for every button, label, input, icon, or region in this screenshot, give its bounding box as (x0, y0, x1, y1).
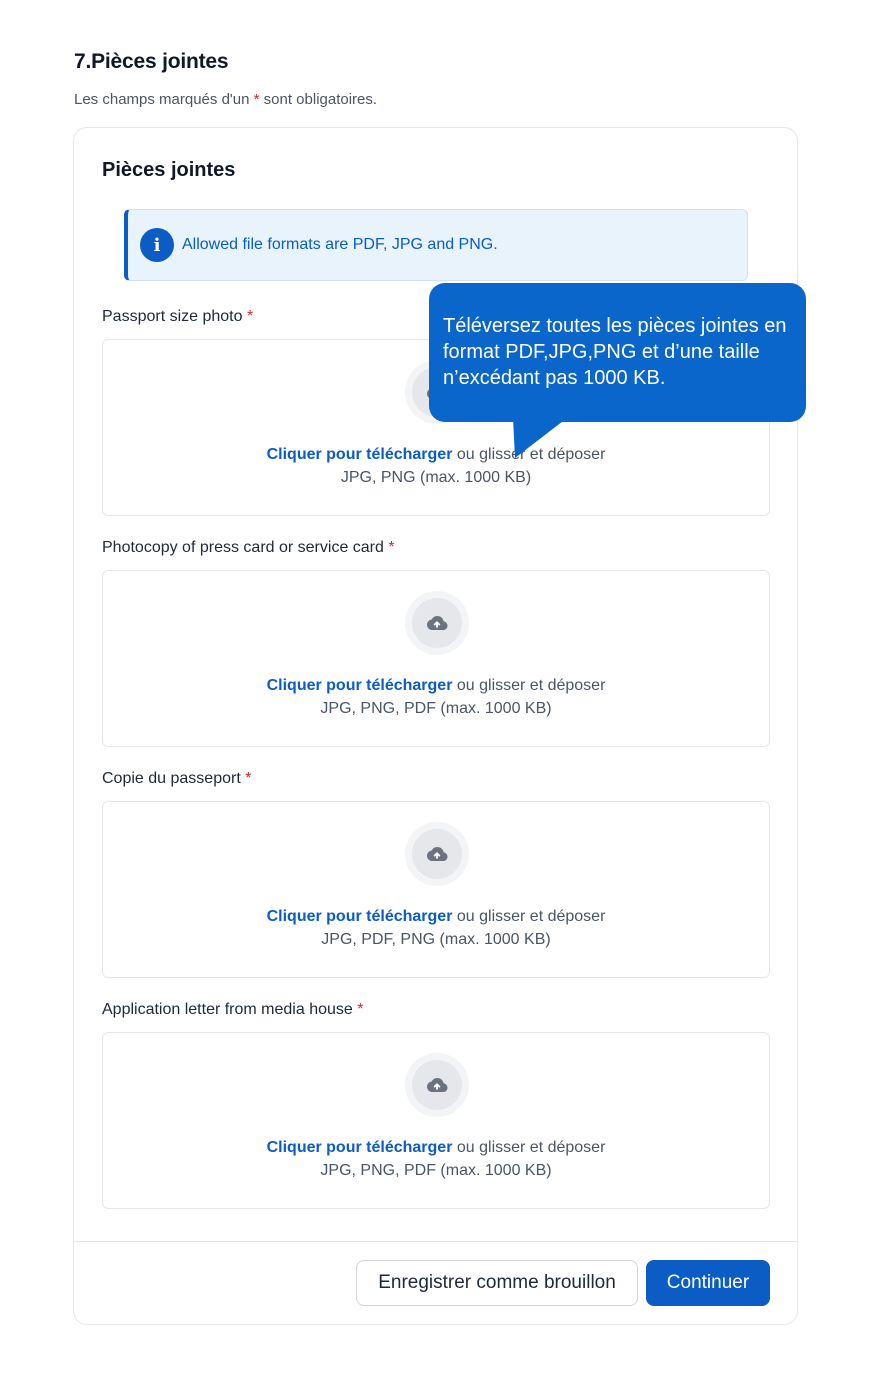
dropzone-instruction (103, 908, 769, 926)
dropzone-passport-copy[interactable] (102, 801, 770, 978)
dropzone-instruction (103, 1139, 769, 1157)
dropzone-formats: JPG, PNG, PDF (max. 1000 KB) (320, 1162, 552, 1179)
required-note-suffix: sont obligatoires. (263, 91, 378, 108)
field-label-passport-photo (102, 308, 253, 326)
field-label-passport-copy (102, 770, 251, 788)
upload-link[interactable]: Cliquer pour télécharger (266, 908, 453, 925)
upload-link[interactable]: Cliquer pour télécharger (266, 677, 453, 694)
required-star: * (388, 539, 395, 556)
page-title: 7.Pièces jointes (74, 50, 229, 73)
dropzone-instruction (103, 446, 769, 464)
tooltip-text: Téléversez toutes les pièces jointes en format PDF,JPG,PNG et d’une taille n’excédant pas 1000 KB. (443, 315, 787, 389)
card-title: Pièces jointes (102, 159, 236, 181)
info-banner (124, 209, 748, 281)
save-draft-button[interactable]: Enregistrer comme brouillon (356, 1260, 638, 1306)
upload-cloud-icon (405, 822, 469, 886)
required-star: * (357, 1001, 364, 1018)
field-label-text: Copie du passeport (102, 770, 241, 787)
field-label-text: Passport size photo (102, 308, 243, 325)
card-footer (74, 1241, 797, 1325)
upload-cloud-icon (405, 1053, 469, 1117)
required-star: * (253, 91, 260, 108)
info-icon: i (140, 228, 174, 262)
field-label-text: Application letter from media house (102, 1001, 353, 1018)
field-label-press-card (102, 539, 395, 557)
upload-link[interactable]: Cliquer pour télécharger (266, 446, 453, 463)
drag-drop-text: ou glisser et déposer (456, 908, 606, 925)
required-star: * (245, 770, 252, 787)
drag-drop-text: ou glisser et déposer (456, 446, 606, 463)
drag-drop-text: ou glisser et déposer (456, 1139, 606, 1156)
dropzone-application-letter[interactable] (102, 1032, 770, 1209)
dropzone-formats: JPG, PDF, PNG (max. 1000 KB) (321, 931, 551, 948)
dropzone-formats: JPG, PNG, PDF (max. 1000 KB) (320, 700, 552, 717)
dropzone-press-card[interactable] (102, 570, 770, 747)
drag-drop-text: ou glisser et déposer (456, 677, 606, 694)
help-tooltip (429, 283, 806, 422)
field-label-application-letter (102, 1001, 363, 1019)
required-fields-note (74, 91, 377, 108)
dropzone-instruction (103, 677, 769, 695)
upload-cloud-icon (405, 591, 469, 655)
continue-button[interactable]: Continuer (646, 1260, 770, 1306)
field-label-text: Photocopy of press card or service card (102, 539, 384, 556)
required-note-prefix: Les champs marqués d'un (74, 91, 250, 108)
upload-link[interactable]: Cliquer pour télécharger (266, 1139, 453, 1156)
info-text: Allowed file formats are PDF, JPG and PNG. (182, 236, 498, 253)
dropzone-formats: JPG, PNG (max. 1000 KB) (340, 469, 532, 486)
tooltip-tail (505, 418, 575, 460)
required-star: * (246, 308, 254, 325)
